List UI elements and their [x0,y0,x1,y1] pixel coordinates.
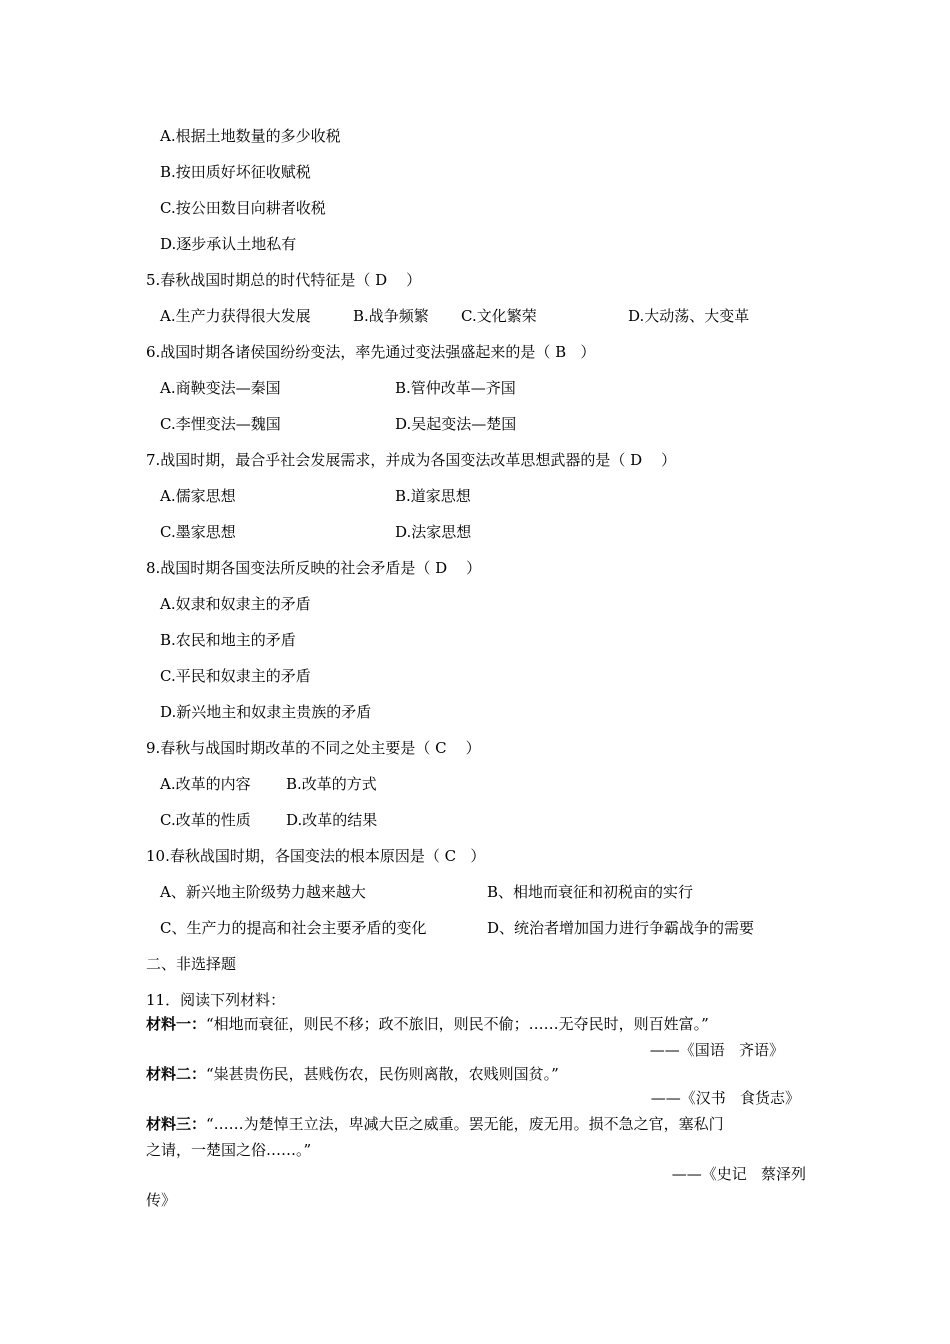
q6-option-c: C.李悝变法—魏国 [160,415,281,433]
q8-stem: 8.战国时期各国变法所反映的社会矛盾是（ D ） [146,559,482,577]
q10-option-b: B、相地而衰征和初税亩的实行 [487,883,694,901]
q8-option-c: C.平民和奴隶主的矛盾 [160,667,311,685]
q5-option-d: D.大动荡、大变革 [628,307,750,325]
q8-option-a: A.奴隶和奴隶主的矛盾 [160,595,311,613]
material-1-source: ——《国语 齐语》 [649,1041,784,1059]
q10-option-d: D、统治者增加国力进行争霸战争的需要 [487,919,755,937]
q7-option-c: C.墨家思想 [160,523,236,541]
material-2 [146,1064,559,1084]
q6-stem: 6.战国时期各诸侯国纷纷变法，率先通过变法强盛起来的是（ B ） [146,343,596,361]
q9-option-d: D.改革的结果 [286,811,378,829]
material-2-source-row [0,1088,800,1108]
material-3-source-2: 传》 [146,1191,177,1209]
q4-option-c: C.按公田数目向耕者收税 [160,199,326,217]
material-3-source-row [0,1164,806,1184]
q9-option-a: A.改革的内容 [160,775,251,793]
q9-stem: 9.春秋与战国时期改革的不同之处主要是（ C ） [146,739,481,757]
material-1-source-row [0,1040,784,1060]
material-3-source-1: ——《史记 蔡泽列 [671,1165,806,1183]
q9-option-c: C.改革的性质 [160,811,251,829]
q7-option-a: A.儒家思想 [160,487,236,505]
material-2-text: “粜甚贵伤民，甚贱伤农，民伤则离散，农贱则国贫。” [206,1065,559,1083]
material-3-text-1: “……为楚悼王立法，卑减大臣之威重。罢无能，废无用。损不急之官，塞私门 [206,1115,724,1133]
q7-stem: 7.战国时期，最合乎社会发展需求，并成为各国变法改革思想武器的是（ D ） [146,451,677,469]
q8-option-b: B.农民和地主的矛盾 [160,631,296,649]
material-3-label: 材料三： [146,1115,207,1133]
q6-option-d: D.吴起变法—楚国 [395,415,517,433]
q6-option-b: B.管仲改革—齐国 [395,379,516,397]
q7-option-d: D.法家思想 [395,523,472,541]
q10-stem: 10.春秋战国时期，各国变法的根本原因是（ C ） [146,847,486,865]
material-2-source: ——《汉书 食货志》 [650,1089,800,1107]
q5-stem: 5.春秋战国时期总的时代特征是（ D ） [146,271,422,289]
material-3 [146,1114,724,1134]
material-1-label: 材料一： [146,1015,207,1033]
q10-option-c: C、生产力的提高和社会主要矛盾的变化 [160,919,427,937]
q8-option-d: D.新兴地主和奴隶主贵族的矛盾 [160,703,372,721]
q11-stem: 11．阅读下列材料： [146,991,286,1009]
q9-option-b: B.改革的方式 [286,775,377,793]
q10-option-a: A、新兴地主阶级势力越来越大 [160,883,366,901]
material-1-text: “相地而衰征，则民不移；政不旅旧，则民不偷；……无夺民时，则百姓富。” [206,1015,709,1033]
material-1 [146,1014,709,1034]
q5-option-c: C.文化繁荣 [461,307,537,325]
material-2-label: 材料二： [146,1065,207,1083]
q6-option-a: A.商鞅变法—秦国 [160,379,281,397]
section-2-title: 二、非选择题 [146,955,237,973]
material-3-text-2: 之请，一楚国之俗……。” [146,1141,312,1159]
q7-option-b: B.道家思想 [395,487,471,505]
q4-option-a: A.根据土地数量的多少收税 [160,127,341,145]
q5-option-a: A.生产力获得很大发展 [160,307,311,325]
q4-option-b: B.按田质好坏征收赋税 [160,163,311,181]
q5-option-b: B.战争频繁 [353,307,429,325]
q4-option-d: D.逐步承认土地私有 [160,235,297,253]
